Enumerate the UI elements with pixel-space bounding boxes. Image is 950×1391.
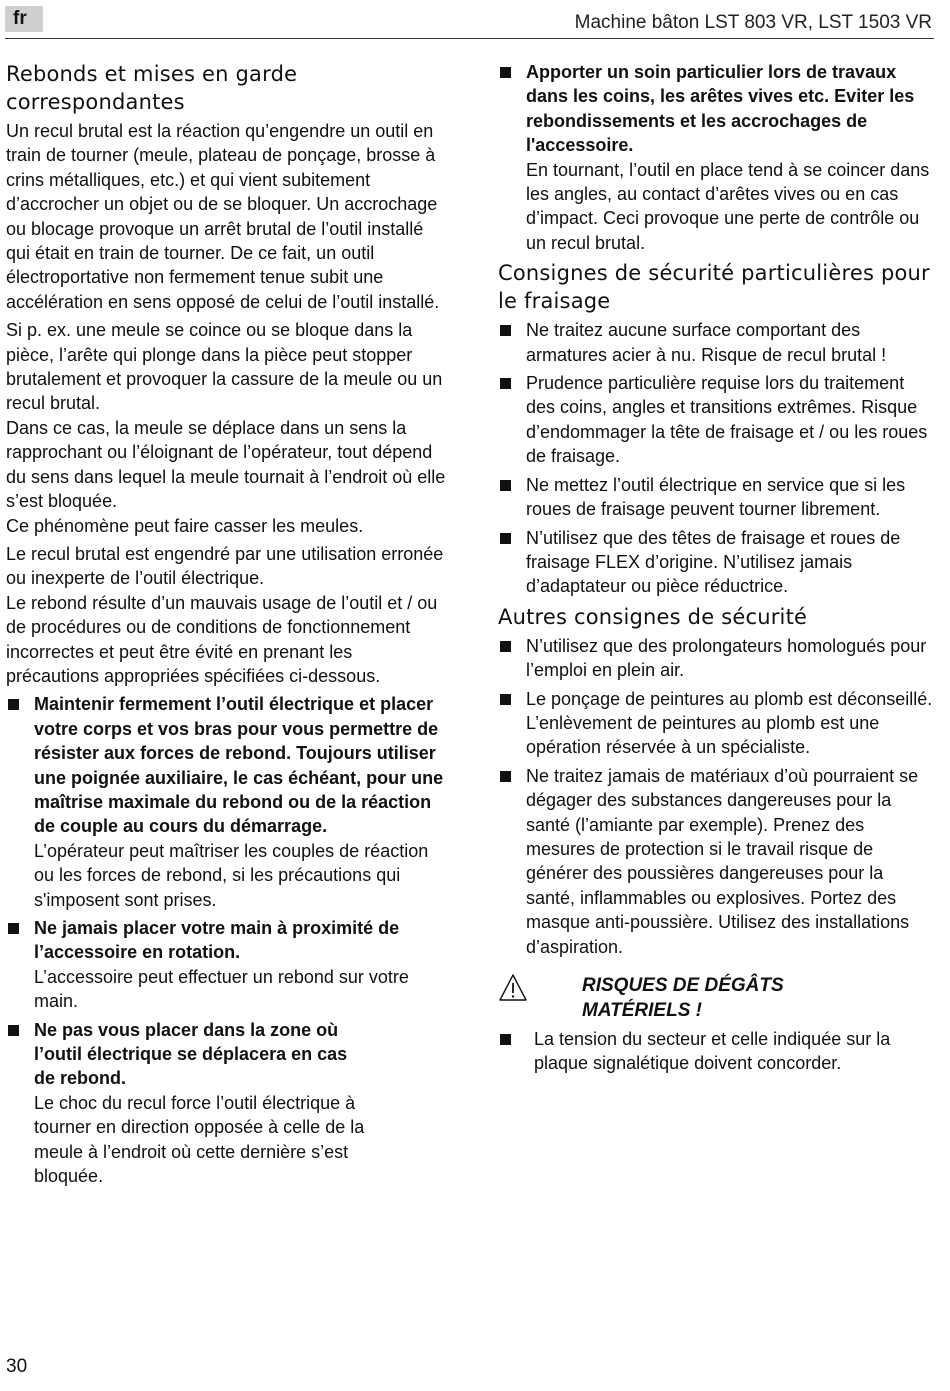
- item-instruction: Ne pas vous placer dans la zone où l’outil électrique se déplacera en cas de rebond.: [34, 1019, 348, 1089]
- item-text: Ne traitez aucune surface comportant des armatures acier à nu. Risque de recul brutal !: [526, 320, 887, 365]
- square-bullet-icon: [8, 923, 19, 934]
- corner-work-list: [498, 60, 934, 255]
- list-item: [498, 764, 934, 959]
- list-item: [6, 1018, 446, 1189]
- rebound-precautions-list: [6, 692, 446, 1188]
- language-tab: fr: [5, 6, 43, 32]
- list-item: [6, 692, 446, 912]
- list-item: [498, 318, 934, 367]
- right-column: [498, 60, 934, 1080]
- square-bullet-icon: [500, 480, 511, 491]
- warning-label: [582, 973, 882, 1023]
- milling-safety-list: [498, 318, 934, 598]
- list-item: [498, 60, 934, 255]
- square-bullet-icon: [500, 771, 511, 782]
- square-bullet-icon: [8, 1025, 19, 1036]
- list-item: [498, 1027, 934, 1076]
- item-text: Le ponçage de peintures au plomb est déconseillé. L’enlèvement de peintures au plomb est une opération réservée à un spécialiste.: [526, 688, 933, 758]
- section-heading-rebounds: Rebonds et mises en garde correspondantes: [6, 62, 298, 114]
- paragraph: Ce phénomène peut faire casser les meules.: [6, 515, 364, 536]
- paragraph: Un recul brutal est la réaction qu’engendre un outil en train de tourner (meule, plateau de ponçage, brosse à crins métalliques, etc.) et qui vient subitement d’accrocher un objet ou de se bloquer. Un accrochage ou blocage provoque un arrêt brutal de l’outil installé qui était en train de tourner. De ce fait, un outil électroportative non fermement tenue subit une accélération en sens opposé de celui de l’outil installé.: [6, 121, 440, 312]
- page-number: 30: [6, 1356, 28, 1377]
- square-bullet-icon: [500, 378, 511, 389]
- other-safety-list: [498, 634, 934, 959]
- list-item: [498, 473, 934, 522]
- square-bullet-icon: [500, 67, 511, 78]
- list-item: [498, 687, 934, 760]
- item-text: N’utilisez que des têtes de fraisage et roues de fraisage FLEX d’origine. N’utilisez jamais d’adaptateur ou pièce réductrice.: [526, 527, 901, 597]
- warning-list: [498, 1027, 934, 1076]
- item-explanation: En tournant, l’outil en place tend à se coincer dans les angles, au contact d’arêtes vives ou en cas d’impact. Ceci provoque une perte de contrôle ou un recul brutal.: [526, 159, 930, 253]
- item-instruction: Ne jamais placer votre main à proximité de l’accessoire en rotation.: [34, 918, 400, 963]
- list-item: [6, 916, 446, 1014]
- list-item: [498, 371, 934, 469]
- warning-line-2: MATÉRIELS !: [582, 1000, 702, 1021]
- item-text: Prudence particulière requise lors du traitement des coins, angles et transitions extrêmes. Risque d’endommager la tête de fraisage et / ou les roues de fraisage.: [526, 373, 928, 467]
- left-column: [6, 60, 446, 1192]
- section-heading-other-safety: Autres consignes de sécurité: [498, 604, 808, 629]
- warning-line-1: RISQUES DE DÉGÂTS: [582, 975, 784, 996]
- item-text: N’utilisez que des prolongateurs homologués pour l’emploi en plein air.: [526, 635, 927, 681]
- square-bullet-icon: [8, 699, 19, 710]
- square-bullet-icon: [500, 325, 511, 336]
- item-instruction: Apporter un soin particulier lors de travaux dans les coins, les arêtes vives etc. Eviter les rebondissements et les accrochages de l'accessoire.: [526, 62, 915, 156]
- item-instruction: Maintenir fermement l’outil électrique et placer votre corps et vos bras pour vous permettre de résister aux forces de rebond. Toujours utiliser une poignée auxiliaire, le cas échéant, pour une maîtrise maximale du rebond ou de la réaction de couple au cours du démarrage.: [34, 694, 444, 837]
- list-item: [498, 634, 934, 683]
- square-bullet-icon: [500, 694, 511, 705]
- square-bullet-icon: [500, 533, 511, 544]
- item-explanation: L’opérateur peut maîtriser les couples de réaction ou les forces de rebond, si les précautions qui s'imposent sont prises.: [34, 840, 429, 910]
- item-text: Ne traitez jamais de matériaux d’où pourraient se dégager des substances dangereuses pour la santé (l’amiante par exemple). Prenez des mesures de protection si le travail risque de générer des poussières dangereuses pour la santé, inflammables ou explosives. Portez des masque anti-poussière. Utilisez des installations d’aspiration.: [526, 765, 919, 957]
- header-divider: [5, 38, 934, 39]
- paragraph: Si p. ex. une meule se coince ou se bloque dans la pièce, l’arête qui plonge dans la pièce peut stopper brutalement et provoquer la cassure de la meule ou un recul brutal.: [6, 320, 443, 414]
- warning-triangle-icon: [498, 973, 528, 1003]
- square-bullet-icon: [500, 641, 511, 652]
- paragraph: Dans ce cas, la meule se déplace dans un sens la rapprochant ou l’éloignant de l’opérateur, tout dépend du sens dans lequel la meule tournait à l’endroit où elle s’est bloquée.: [6, 417, 446, 512]
- document-title: Machine bâton LST 803 VR, LST 1503 VR: [574, 12, 932, 33]
- square-bullet-icon: [500, 1034, 511, 1045]
- item-explanation: Le choc du recul force l’outil électrique à tourner en direction opposée à celle de la meule à l’endroit où cette dernière s’est bloquée.: [34, 1092, 365, 1187]
- paragraph: Le recul brutal est engendré par une utilisation erronée ou inexperte de l’outil électrique.: [6, 543, 444, 589]
- item-text: La tension du secteur et celle indiquée sur la plaque signalétique doivent concorder.: [534, 1029, 891, 1074]
- item-explanation: L’accessoire peut effectuer un rebond sur votre main.: [34, 966, 409, 1012]
- material-damage-warning: [498, 973, 934, 1027]
- paragraph: Le rebond résulte d’un mauvais usage de l’outil et / ou de procédures ou de conditions de fonctionnement incorrectes et peut être évité en prenant les précautions appropriées spécifiées ci-dessous.: [6, 592, 438, 686]
- section-heading-milling: Consignes de sécurité particulières pour le fraisage: [498, 261, 930, 314]
- list-item: [498, 526, 934, 599]
- item-text: Ne mettez l’outil électrique en service que si les roues de fraisage peuvent tourner librement.: [526, 474, 906, 520]
